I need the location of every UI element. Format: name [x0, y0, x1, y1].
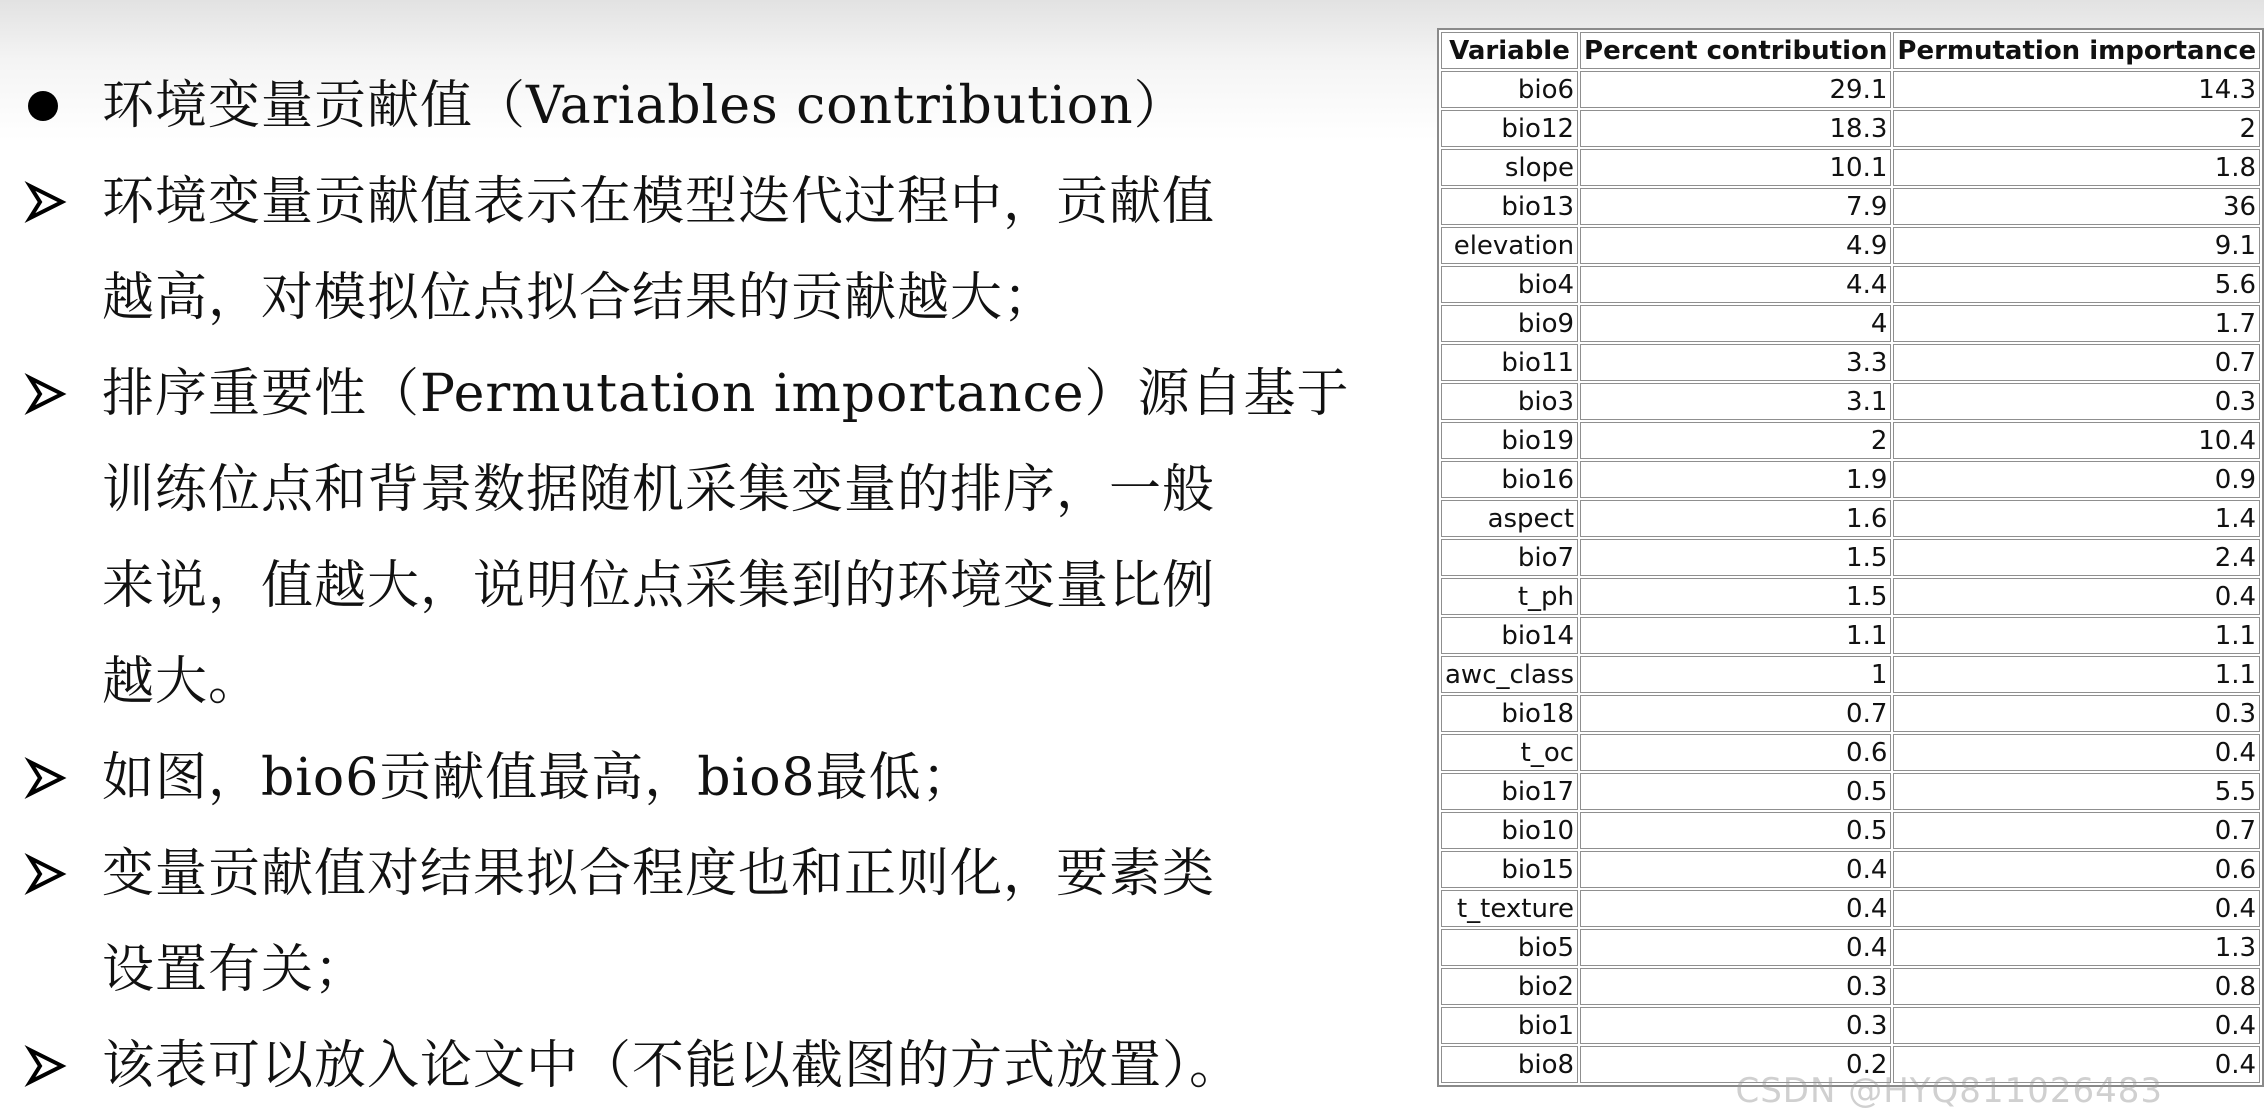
variable-contribution-table-wrap [1437, 28, 2257, 1088]
table-cell: 0.8 [1893, 968, 2260, 1005]
table-cell: awc_class [1441, 656, 1578, 693]
table-cell: 10.1 [1580, 149, 1891, 186]
table-cell: slope [1441, 149, 1578, 186]
table-row [1441, 890, 2260, 927]
table-cell: 1.1 [1580, 617, 1891, 654]
table-cell: bio7 [1441, 539, 1578, 576]
table-cell: 0.6 [1580, 734, 1891, 771]
table-cell: 1.3 [1893, 929, 2260, 966]
table-cell: 0.7 [1580, 695, 1891, 732]
bullet-dot-icon [24, 58, 84, 154]
slide-line-text: 环境变量贡献值表示在模型迭代过程中，贡献值 [102, 172, 1216, 232]
table-row [1441, 812, 2260, 849]
table-cell: 0.3 [1580, 1007, 1891, 1044]
table-row [1441, 1007, 2260, 1044]
arrow-bullet-icon [24, 730, 84, 826]
table-row [1441, 266, 2260, 303]
table-cell: 0.9 [1893, 461, 2260, 498]
slide-line-text: 环境变量贡献值（Variables contribution） [102, 76, 1187, 136]
table-cell: 5.6 [1893, 266, 2260, 303]
table-row [1441, 578, 2260, 615]
table-cell: 0.3 [1893, 695, 2260, 732]
table-cell: bio14 [1441, 617, 1578, 654]
table-cell: 18.3 [1580, 110, 1891, 147]
table-cell: 1.6 [1580, 500, 1891, 537]
slide-line-text: 排序重要性（Permutation importance）源自基于 [102, 364, 1350, 424]
table-cell: elevation [1441, 227, 1578, 264]
table-cell: bio17 [1441, 773, 1578, 810]
table-row [1441, 539, 2260, 576]
table-cell: 5.5 [1893, 773, 2260, 810]
table-row [1441, 968, 2260, 1005]
table-cell: 3.3 [1580, 344, 1891, 381]
slide-line [24, 634, 1314, 730]
slide-line-text: 如图，bio6贡献值最高，bio8最低； [102, 748, 975, 808]
table-cell: 0.4 [1893, 1007, 2260, 1044]
table-cell: 1.9 [1580, 461, 1891, 498]
table-cell: 3.1 [1580, 383, 1891, 420]
table-cell: 1.8 [1893, 149, 2260, 186]
arrow-bullet-icon [24, 154, 84, 250]
table-cell: bio3 [1441, 383, 1578, 420]
table-cell: bio8 [1441, 1046, 1578, 1083]
slide-line [24, 1018, 1314, 1114]
table-row [1441, 188, 2260, 225]
table-cell: 10.4 [1893, 422, 2260, 459]
arrow-bullet-icon [24, 1018, 84, 1114]
table-row [1441, 461, 2260, 498]
table-cell: bio18 [1441, 695, 1578, 732]
slide-line-text: 变量贡献值对结果拟合程度也和正则化，要素类 [102, 844, 1216, 904]
table-header-row [1441, 32, 2260, 69]
table-cell: 2 [1893, 110, 2260, 147]
slide-line-text: 来说，值越大，说明位点采集到的环境变量比例 [102, 556, 1216, 616]
table-row [1441, 851, 2260, 888]
table-cell: bio4 [1441, 266, 1578, 303]
slide-line [24, 538, 1314, 634]
table-cell: 0.7 [1893, 344, 2260, 381]
table-cell: 0.3 [1580, 968, 1891, 1005]
table-row [1441, 422, 2260, 459]
table-cell: 0.2 [1580, 1046, 1891, 1083]
slide-line [24, 922, 1314, 1018]
table-cell: 0.4 [1893, 734, 2260, 771]
header-percent-contribution: Percent contribution [1580, 32, 1891, 69]
table-cell: bio5 [1441, 929, 1578, 966]
table-cell: 0.6 [1893, 851, 2260, 888]
slide-line [24, 58, 1314, 154]
table-row [1441, 734, 2260, 771]
slide-line [24, 730, 1314, 826]
table-cell: 0.5 [1580, 773, 1891, 810]
table-cell: 0.4 [1580, 929, 1891, 966]
table-cell: 0.4 [1580, 890, 1891, 927]
table-cell: aspect [1441, 500, 1578, 537]
table-cell: 1 [1580, 656, 1891, 693]
table-row [1441, 110, 2260, 147]
table-cell: 0.4 [1893, 578, 2260, 615]
table-row [1441, 695, 2260, 732]
table-cell: bio11 [1441, 344, 1578, 381]
table-row [1441, 149, 2260, 186]
table-row [1441, 383, 2260, 420]
table-cell: bio13 [1441, 188, 1578, 225]
slide-line [24, 250, 1314, 346]
table-cell: 9.1 [1893, 227, 2260, 264]
slide-text [24, 58, 1350, 1114]
table-cell: bio15 [1441, 851, 1578, 888]
table-cell: 0.4 [1893, 1046, 2260, 1083]
table-cell: 1.1 [1893, 656, 2260, 693]
slide-line-text: 训练位点和背景数据随机采集变量的排序，一般 [102, 460, 1216, 520]
slide-line-text: 设置有关； [102, 940, 368, 1000]
slide-line [24, 442, 1314, 538]
table-cell: bio1 [1441, 1007, 1578, 1044]
table-cell: t_texture [1441, 890, 1578, 927]
table-row [1441, 656, 2260, 693]
slide-line-text: 越大。 [102, 652, 262, 712]
table-cell: 0.7 [1893, 812, 2260, 849]
header-variable: Variable [1441, 32, 1578, 69]
table-cell: bio12 [1441, 110, 1578, 147]
arrow-bullet-icon [24, 346, 84, 442]
slide-line [24, 826, 1314, 922]
arrow-bullet-icon [24, 826, 84, 922]
table-cell: bio9 [1441, 305, 1578, 342]
table-cell: bio6 [1441, 71, 1578, 108]
table-row [1441, 773, 2260, 810]
table-cell: 4.4 [1580, 266, 1891, 303]
table-row [1441, 617, 2260, 654]
table-cell: bio19 [1441, 422, 1578, 459]
table-cell: 0.3 [1893, 383, 2260, 420]
table-cell: 36 [1893, 188, 2260, 225]
table-cell: 1.5 [1580, 539, 1891, 576]
table-cell: 1.1 [1893, 617, 2260, 654]
table-row [1441, 227, 2260, 264]
table-cell: bio16 [1441, 461, 1578, 498]
slide-line [24, 346, 1350, 442]
slide-line-text: 该表可以放入论文中（不能以截图的方式放置）。 [102, 1036, 1243, 1096]
table-cell: 0.4 [1580, 851, 1891, 888]
table-cell: 29.1 [1580, 71, 1891, 108]
table-cell: 4.9 [1580, 227, 1891, 264]
table-cell: 1.7 [1893, 305, 2260, 342]
table-row [1441, 500, 2260, 537]
table-cell: 2 [1580, 422, 1891, 459]
table-cell: 0.5 [1580, 812, 1891, 849]
slide-line-text: 越高，对模拟位点拟合结果的贡献越大； [102, 268, 1057, 328]
table-cell: 0.4 [1893, 890, 2260, 927]
table-cell: 1.4 [1893, 500, 2260, 537]
variable-contribution-table [1437, 28, 2264, 1087]
table-cell: 14.3 [1893, 71, 2260, 108]
table-row [1441, 305, 2260, 342]
watermark: CSDN @HYQ811026483 [1735, 1071, 2163, 1111]
header-permutation-importance: Permutation importance [1893, 32, 2260, 69]
table-body [1441, 71, 2260, 1083]
table-cell: 4 [1580, 305, 1891, 342]
table-row [1441, 344, 2260, 381]
table-cell: 7.9 [1580, 188, 1891, 225]
table-row [1441, 71, 2260, 108]
table-cell: 2.4 [1893, 539, 2260, 576]
table-cell: bio2 [1441, 968, 1578, 1005]
table-cell: t_ph [1441, 578, 1578, 615]
slide-line [24, 154, 1314, 250]
table-row [1441, 929, 2260, 966]
table-cell: bio10 [1441, 812, 1578, 849]
table-cell: 1.5 [1580, 578, 1891, 615]
table-cell: t_oc [1441, 734, 1578, 771]
